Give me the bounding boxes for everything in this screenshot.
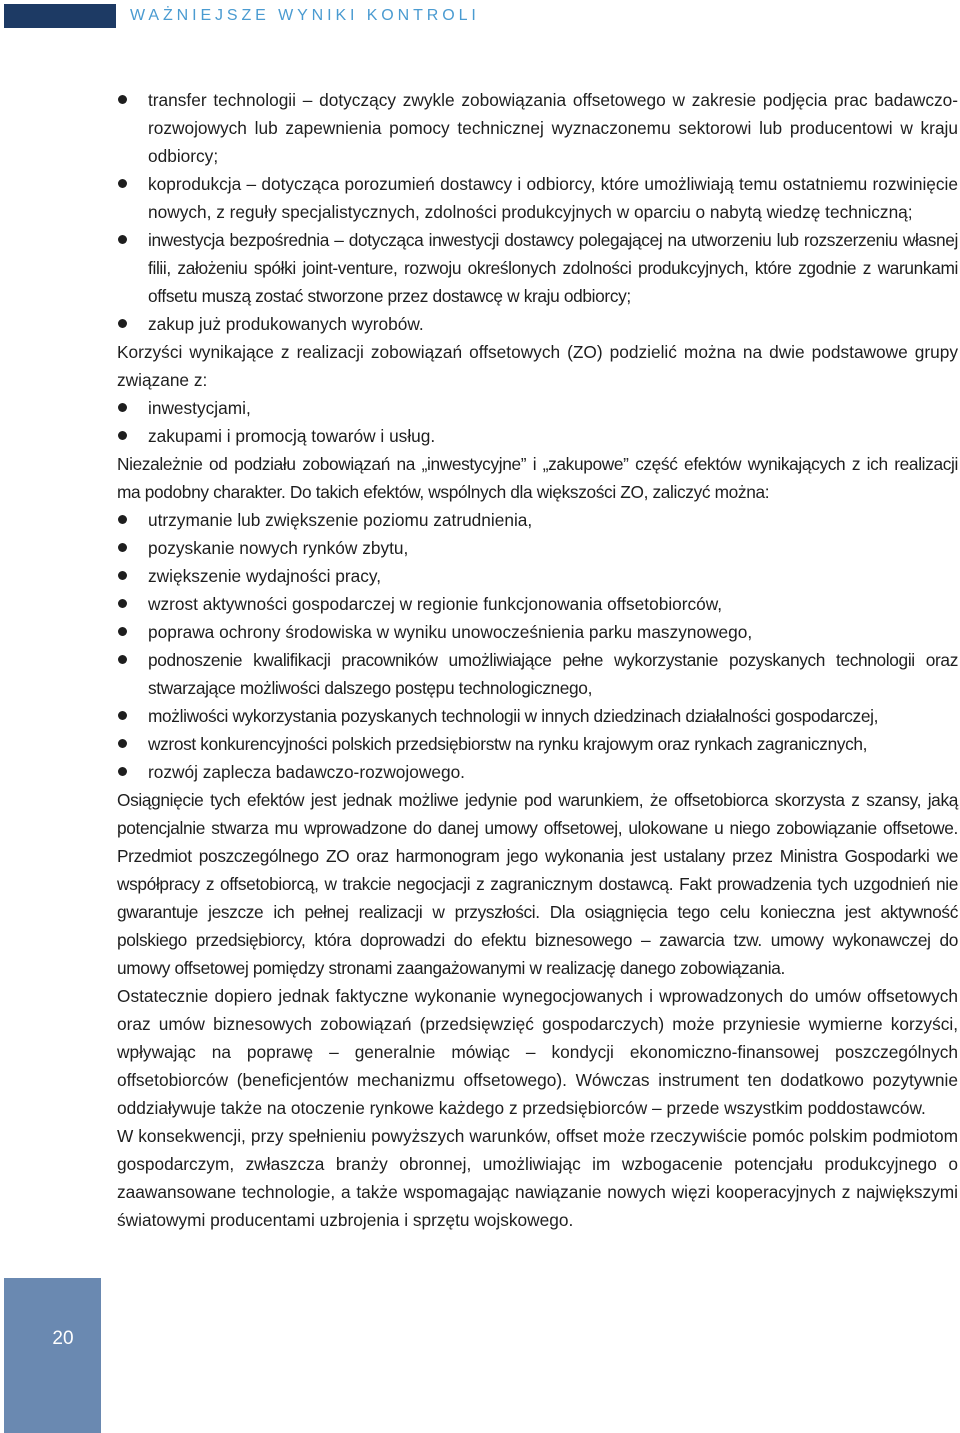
- effects-list: [117, 506, 958, 786]
- list-item: koprodukcja – dotycząca porozumień dostawcy i odbiorcy, które umożliwiają temu ostatniemu rozwinięcie nowych, z reguły specjalistycznych, zdolności produkcyjnych w oparciu o nabytą wiedzę techniczną;: [117, 170, 958, 226]
- list-item: utrzymanie lub zwiększenie poziomu zatrudnienia,: [117, 506, 958, 534]
- benefit-groups-list: [117, 394, 958, 450]
- list-item: transfer technologii – dotyczący zwykle zobowiązania offsetowego w zakresie podjęcia prac badawczo-rozwojowych lub zapewnienia pomocy technicznej wyznaczonemu sektorowi lub producentowi w kraju odbiorcy;: [117, 86, 958, 170]
- paragraph: Korzyści wynikające z realizacji zobowiązań offsetowych (ZO) podzielić można na dwie podstawowe grupy związane z:: [117, 342, 958, 390]
- list-item: zakupami i promocją towarów i usług.: [117, 422, 958, 450]
- document-body: [117, 86, 958, 1234]
- list-item: możliwości wykorzystania pozyskanych technologii w innych dziedzinach działalności gospodarczej,: [117, 702, 958, 730]
- list-item: poprawa ochrony środowiska w wyniku unowocześnienia parku maszynowego,: [117, 618, 958, 646]
- list-item: zwiększenie wydajności pracy,: [117, 562, 958, 590]
- list-item: zakup już produkowanych wyrobów.: [117, 310, 958, 338]
- header-color-block: [4, 4, 116, 28]
- list-item: podnoszenie kwalifikacji pracowników umożliwiające pełne wykorzystanie pozyskanych technologii oraz stwarzające możliwości dalszego postępu technologicznego,: [117, 646, 958, 702]
- paragraph: Niezależnie od podziału zobowiązań na „inwestycyjne” i „zakupowe” część efektów wynikających z ich realizacji ma podobny charakter. Do takich efektów, wspólnych dla większości ZO, zaliczyć można:: [117, 454, 958, 502]
- offset-types-list: [117, 86, 958, 338]
- list-item: inwestycjami,: [117, 394, 958, 422]
- list-item: wzrost konkurencyjności polskich przedsiębiorstw na rynku krajowym oraz rynkach zagranicznych,: [117, 730, 958, 758]
- paragraph: Osiągnięcie tych efektów jest jednak możliwe jedynie pod warunkiem, że offsetobiorca skorzysta z szansy, jaką potencjalnie stwarza mu wprowadzone do danej umowy offsetowej, ulokowane u niego zobowiązanie offsetowe. Przedmiot poszczególnego ZO oraz harmonogram jego wykonania jest ustalany przez Ministra Gospodarki we współpracy z offsetobiorcą, w trakcie negocjacji z zagranicznym dostawcą. Fakt prowadzenia tych uzgodnień nie gwarantuje jeszcze ich pełnej realizacji w przyszłości. Dla osiągnięcia tego celu konieczna jest aktywność polskiego przedsiębiorcy, która doprowadzi do efektu biznesowego – zawarcia tzw. umowy wykonawczej do umowy offsetowej pomiędzy stronami zaangażowanymi w realizację danego zobowiązania.: [117, 790, 958, 978]
- list-item: rozwój zaplecza badawczo-rozwojowego.: [117, 758, 958, 786]
- list-item: inwestycja bezpośrednia – dotycząca inwestycji dostawcy polegającej na utworzeniu lub rozszerzeniu własnej filii, założeniu spółki joint-venture, rozwoju określonych zdolności produkcyjnych, które zgodnie z warunkami offsetu muszą zostać stworzone przez dostawcę w kraju odbiorcy;: [117, 226, 958, 310]
- paragraph: W konsekwencji, przy spełnieniu powyższych warunków, offset może rzeczywiście pomóc polskim podmiotom gospodarczym, zwłaszcza branży obronnej, umożliwiając im wzbogacenie potencjału produkcyjnego o zaawansowane technologie, a także wspomagając nawiązanie nowych więzi kooperacyjnych z największymi światowymi producentami uzbrojenia i sprzętu wojskowego.: [117, 1126, 958, 1230]
- paragraph: Ostatecznie dopiero jednak faktyczne wykonanie wynegocjowanych i wprowadzonych do umów offsetowych oraz umów biznesowych zobowiązań (przedsięwzięć gospodarczych) może przyniesie wymierne korzyści, wpływając na poprawę – generalnie mówiąc – kondycji ekonomiczno-finansowej poszczególnych offsetobiorców (beneficjentów mechanizmu offsetowego). Wówczas instrument ten dodatkowo pozytywnie oddziaływuje także na otoczenie rynkowe każdego z przedsiębiorców – przede wszystkim poddostawców.: [117, 986, 958, 1118]
- running-header-title: WAŻNIEJSZE WYNIKI KONTROLI: [130, 7, 480, 24]
- page-number: 20: [52, 1328, 74, 1349]
- page-number-block: [4, 1278, 101, 1433]
- list-item: pozyskanie nowych rynków zbytu,: [117, 534, 958, 562]
- list-item: wzrost aktywności gospodarczej w regionie funkcjonowania offsetobiorców,: [117, 590, 958, 618]
